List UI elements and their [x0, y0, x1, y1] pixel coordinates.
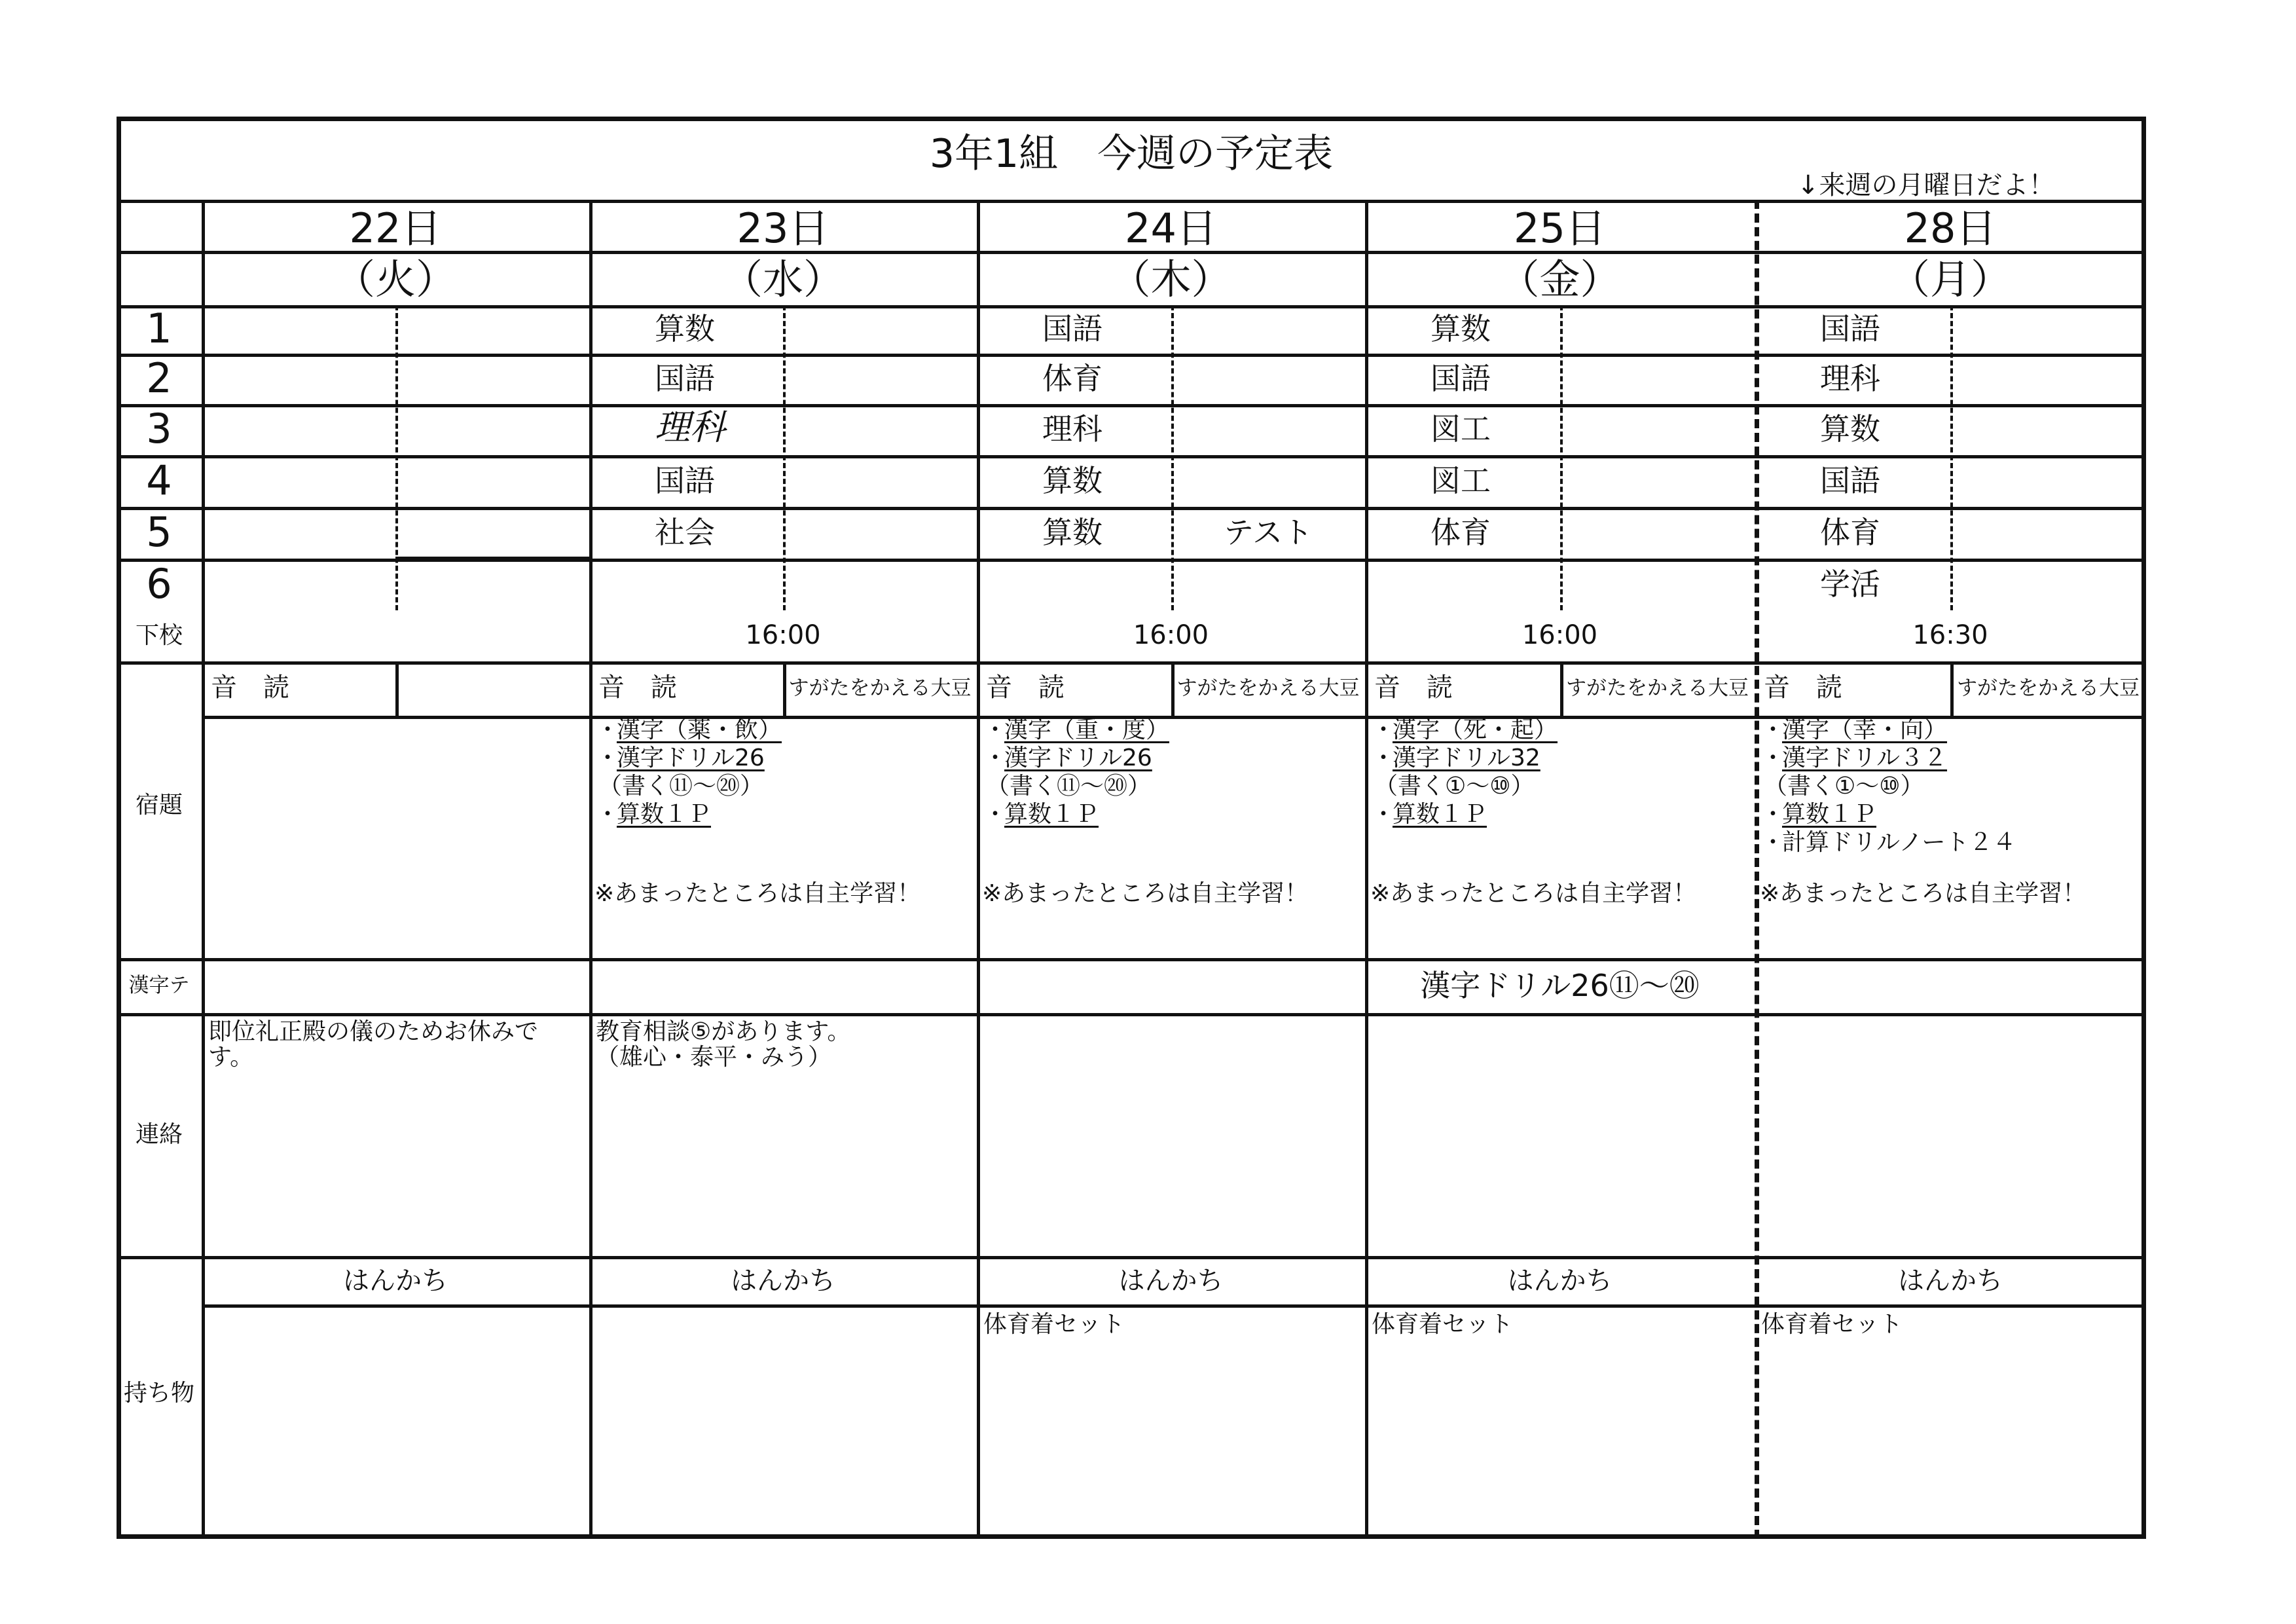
day-column-divider: [977, 200, 980, 1539]
homework-item: 漢字ドリル32: [1393, 745, 1540, 771]
period-subject: 国語: [1820, 463, 1880, 498]
dismissal-time: 16:30: [1912, 620, 1988, 650]
next-week-note: ↓来週の月曜日だよ！: [1797, 170, 2055, 200]
homework-item: （書く⑪～⑳）: [986, 773, 1152, 800]
homework-item: 算数１Ｐ: [1782, 801, 1877, 828]
period-split-dashed: [1950, 305, 1953, 610]
homework-reading: 音 読: [1374, 673, 1453, 703]
homework-bullet: ・: [983, 716, 1008, 743]
weekday-header: （水）: [721, 255, 844, 303]
period-split-dashed: [783, 305, 786, 610]
dismissal-time: 16:00: [1133, 620, 1209, 650]
day22-extra-rule: [395, 557, 589, 559]
row-divider: [117, 1256, 2146, 1259]
period-subject: 社会: [655, 515, 715, 550]
belongings-handkerchief: はんかち: [1118, 1266, 1224, 1296]
homework-extra: すがたをかえる大豆: [1566, 676, 1749, 700]
homework-bullet: ・: [1761, 745, 1785, 771]
period-note: テスト: [1223, 515, 1313, 550]
date-header: 22日: [349, 204, 442, 252]
notice-label: 連絡: [135, 1121, 183, 1148]
period-number-2: 2: [146, 354, 172, 402]
period-subject: 理科: [655, 407, 725, 448]
belongings-handkerchief: はんかち: [1507, 1266, 1613, 1296]
homework-self-study: ※あまったところは自主学習！: [594, 880, 921, 907]
homework-item: 算数１Ｐ: [1004, 801, 1099, 828]
period-subject: 国語: [655, 463, 715, 498]
period-subject: 体育: [1042, 361, 1102, 396]
homework-label: 宿題: [135, 792, 183, 819]
period-split-dashed: [1171, 305, 1174, 610]
belongings-items: 体育着セット: [1761, 1311, 1903, 1338]
homework-bullet: ・: [1761, 801, 1785, 828]
homework-item: （書く⑪～⑳）: [598, 773, 764, 800]
period-divider: [117, 404, 2146, 407]
date-header: 23日: [737, 204, 829, 252]
period-subject: 体育: [1820, 515, 1880, 550]
period-number-4: 4: [146, 456, 172, 504]
homework-extra: すがたをかえる大豆: [1957, 676, 2140, 700]
period-number-6: 6: [146, 560, 172, 608]
period-number-5: 5: [146, 508, 172, 556]
weekday-header: （月）: [1889, 255, 2011, 303]
period-split-dashed: [1560, 305, 1563, 610]
notice-text: 即位礼正殿の儀のためお休みで す。: [208, 1018, 539, 1071]
period-subject: 理科: [1042, 411, 1102, 447]
homework-self-study: ※あまったところは自主学習！: [1760, 880, 2086, 907]
belongings-label: 持ち物: [123, 1380, 194, 1407]
next-week-divider: [1755, 200, 1759, 1539]
homework-item: 計算ドリルノート２４: [1782, 829, 2016, 856]
homework-extra: すがたをかえる大豆: [788, 676, 972, 700]
row-divider: [117, 1013, 2146, 1016]
date-header: 25日: [1514, 204, 1606, 252]
homework-bullet: ・: [1372, 801, 1396, 828]
period-subject: 図工: [1430, 411, 1491, 447]
period-subject: 理科: [1820, 361, 1880, 396]
period-subject: 算数: [1820, 411, 1880, 447]
homework-item: 算数１Ｐ: [617, 801, 712, 828]
period-divider: [117, 455, 2146, 458]
homework-bullet: ・: [596, 716, 620, 743]
period-subject: 国語: [1820, 311, 1880, 346]
belongings-items: 体育着セット: [1372, 1311, 1514, 1338]
homework-item: （書く①～⑩）: [1374, 773, 1535, 800]
homework-item: 漢字ドリル26: [1004, 745, 1152, 771]
page-title: 3年1組 今週の予定表: [929, 131, 1334, 177]
period-number-1: 1: [146, 304, 172, 352]
dismissal-time: 16:00: [745, 620, 821, 650]
homework-item: （書く①～⑩）: [1764, 773, 1924, 800]
period-subject: 国語: [655, 361, 715, 396]
row-divider: [117, 958, 2146, 961]
day-column-divider: [589, 200, 592, 1539]
homework-bullet: ・: [1761, 829, 1785, 856]
homework-bullet: ・: [596, 745, 620, 771]
period-subject: 算数: [1430, 311, 1491, 346]
period-subject: 国語: [1430, 361, 1491, 396]
dismissal-label: 下校: [135, 622, 183, 649]
weekday-header: （木）: [1110, 255, 1232, 303]
homework-item: 漢字ドリル26: [617, 745, 765, 771]
homework-header-split: [395, 661, 399, 716]
homework-reading: 音 読: [598, 673, 677, 703]
dismissal-time: 16:00: [1522, 620, 1598, 650]
row-divider: [117, 305, 2146, 308]
homework-bullet: ・: [1761, 716, 1785, 743]
date-header: 28日: [1904, 204, 1997, 252]
weekday-header: （火）: [334, 255, 456, 303]
belongings-handkerchief: はんかち: [343, 1266, 448, 1296]
period-subject: 学活: [1820, 566, 1880, 602]
period-divider: [117, 559, 2146, 562]
homework-extra: すがたをかえる大豆: [1176, 676, 1360, 700]
period-subject: 算数: [1042, 463, 1102, 498]
homework-reading: 音 読: [986, 673, 1065, 703]
period-subject: 算数: [1042, 515, 1102, 550]
homework-bullet: ・: [596, 801, 620, 828]
weekday-header: （金）: [1499, 255, 1621, 303]
label-column-divider: [202, 200, 205, 1539]
period-subject: 図工: [1430, 463, 1491, 498]
homework-bullet: ・: [1372, 745, 1396, 771]
homework-item: 漢字（薬・飲）: [617, 716, 782, 743]
homework-bullet: ・: [1372, 716, 1396, 743]
homework-reading: 音 読: [211, 673, 289, 703]
period-number-3: 3: [146, 405, 172, 452]
belongings-header-divider: [202, 1304, 2146, 1308]
homework-item: 漢字（死・起）: [1393, 716, 1558, 743]
period-divider: [117, 354, 2146, 357]
homework-item: 漢字ドリル３２: [1782, 745, 1948, 771]
homework-item: 漢字（重・度）: [1004, 716, 1170, 743]
homework-item: 漢字（幸・向）: [1782, 716, 1948, 743]
homework-reading: 音 読: [1764, 673, 1842, 703]
period-subject: 算数: [655, 311, 715, 346]
period-subject: 体育: [1430, 515, 1491, 550]
row-divider: [117, 661, 2146, 665]
homework-self-study: ※あまったところは自主学習！: [1370, 880, 1697, 907]
period-split-dashed: [395, 305, 398, 610]
date-header: 24日: [1125, 204, 1217, 252]
notice-text: 教育相談⑤があります。 （雄心・泰平・みう）: [596, 1018, 851, 1071]
kanji-test-label: 漢字テ: [128, 974, 190, 997]
period-subject: 国語: [1042, 311, 1102, 346]
homework-item: 算数１Ｐ: [1393, 801, 1487, 828]
belongings-handkerchief: はんかち: [731, 1266, 835, 1296]
day-column-divider: [1365, 200, 1368, 1539]
period-divider: [117, 507, 2146, 510]
belongings-handkerchief: はんかち: [1898, 1266, 2003, 1296]
homework-self-study: ※あまったところは自主学習！: [982, 880, 1309, 907]
homework-bullet: ・: [983, 745, 1008, 771]
homework-bullet: ・: [983, 801, 1008, 828]
kanji-test-content: 漢字ドリル26⑪～⑳: [1420, 968, 1700, 1003]
belongings-items: 体育着セット: [983, 1311, 1125, 1338]
